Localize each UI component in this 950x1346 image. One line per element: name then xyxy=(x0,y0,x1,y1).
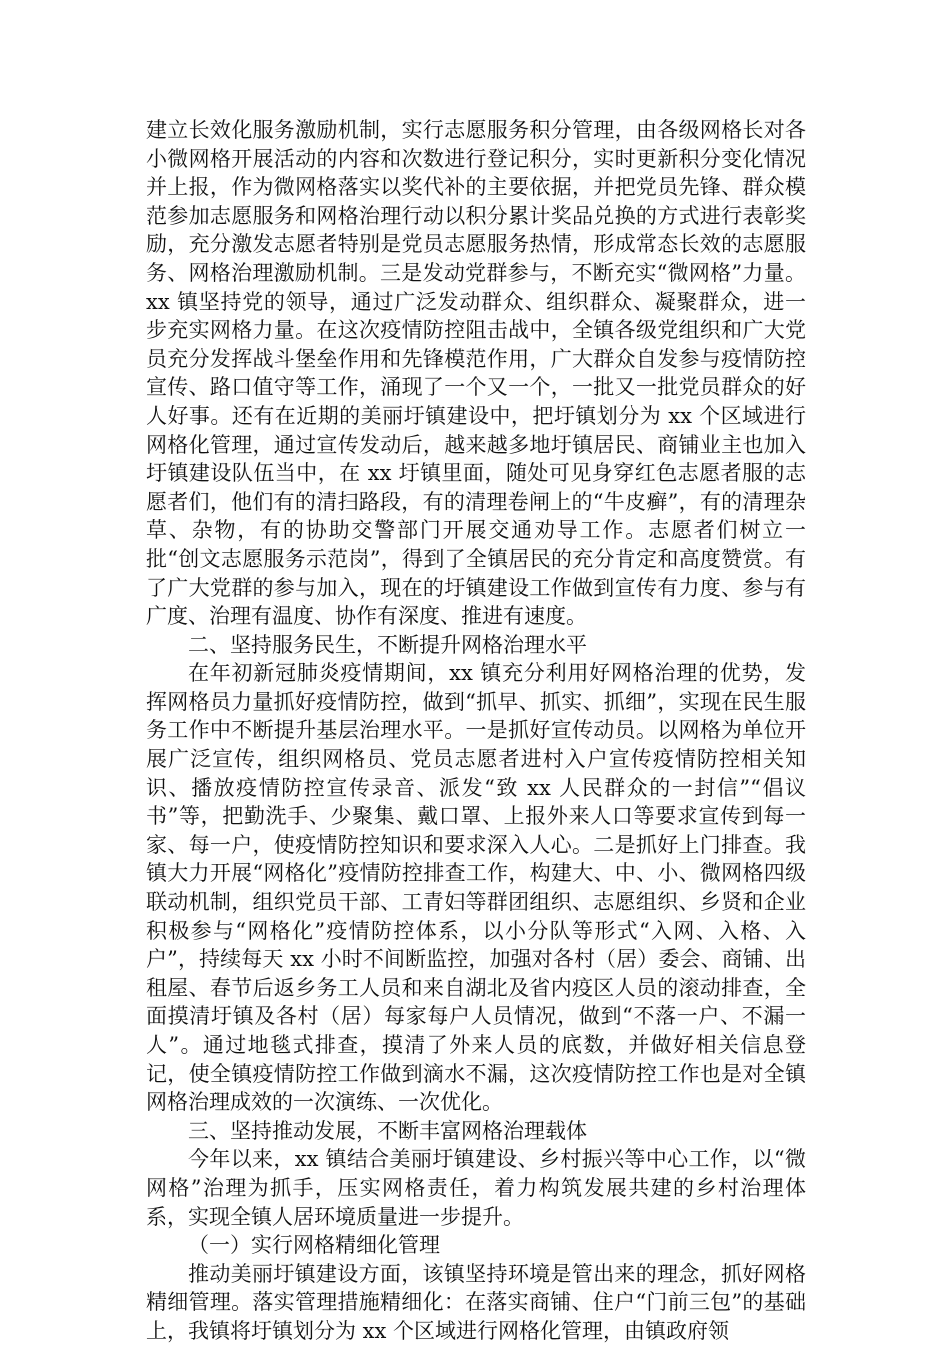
paragraph-epidemic-control: 在年初新冠肺炎疫情期间，xx 镇充分利用好网格治理的优势，发挥网格员力量抓好疫情防控，做到“抓早、抓实、抓细”，实现在民生服务工作中不断提升基层治理水平。一是抓好宣传动员。以网格为单位开展广泛宣传，组织网格员、党员志愿者进村入户宣传疫情防控相关知识、播放疫情防控宣传录音、派发“致 xx 人民群众的一封信”“倡议书”等，把勤洗手、少聚集、戴口罩、上报外来人口等要求宣传到每一家、每一户，使疫情防控知识和要求深入人心。二是抓好上门排查。我镇大力开展“网格化”疫情防控排查工作，构建大、中、小、微网格四级联动机制，组织党员干部、工青妇等群团组织、志愿组织、乡贤和企业积极参与“网格化”疫情防控体系，以小分队等形式“入网、入格、入户”，持续每天 xx 小时不间断监控，加强对各村（居）委会、商铺、出租屋、春节后返乡务工人员和来自湖北及省内疫区人员的滚动排查，全面摸清圩镇及各村（居）每家每户人员情况，做到“不落一户、不漏一人”。通过地毯式排查，摸清了外来人员的底数，并做好相关信息登记，使全镇疫情防控工作做到滴水不漏，这次疫情防控工作也是对全镇网格治理成效的一次演练、一次优化。 xyxy=(146,661,806,1115)
document-page xyxy=(146,116,806,1346)
section-heading-2: 二、坚持服务民生，不断提升网格治理水平 xyxy=(188,632,587,657)
paragraph-grid-management: 推动美丽圩镇建设方面，该镇坚持环境是管出来的理念，抓好网格精细管理。落实管理措施精细化：在落实商铺、住户“门前三包”的基础上，我镇将圩镇划分为 xx 个区域进行网格化管理，由镇政府领 xyxy=(146,1261,806,1343)
subsection-heading-1: （一）实行网格精细化管理 xyxy=(188,1233,440,1258)
section-heading-3: 三、坚持推动发展，不断丰富网格治理载体 xyxy=(188,1118,587,1143)
paragraph-development: 今年以来，xx 镇结合美丽圩镇建设、乡村振兴等中心工作，以“微网格”治理为抓手，压实网格责任，着力构筑发展共建的乡村治理体系，实现全镇人居环境质量进一步提升。 xyxy=(146,1147,806,1229)
paragraph-volunteer-incentive: 建立长效化服务激励机制，实行志愿服务积分管理，由各级网格长对各小微网格开展活动的内容和次数进行登记积分，实时更新积分变化情况并上报，作为微网格落实以奖代补的主要依据，并把党员先锋、群众模范参加志愿服务和网格治理行动以积分累计奖品兑换的方式进行表彰奖励，充分激发志愿者特别是党员志愿服务热情，形成常态长效的志愿服务、网格治理激励机制。三是发动党群参与，不断充实“微网格”力量。xx 镇坚持党的领导，通过广泛发动群众、组织群众、凝聚群众，进一步充实网格力量。在这次疫情防控阻击战中，全镇各级党组织和广大党员充分发挥战斗堡垒作用和先锋模范作用，广大群众自发参与疫情防控宣传、路口值守等工作，涌现了一个又一个，一批又一批党员群众的好人好事。还有在近期的美丽圩镇建设中，把圩镇划分为 xx 个区域进行网格化管理，通过宣传发动后，越来越多地圩镇居民、商铺业主也加入圩镇建设队伍当中，在 xx 圩镇里面，随处可见身穿红色志愿者服的志愿者们，他们有的清扫路段，有的清理卷闸上的“牛皮癣”，有的清理杂草、杂物，有的协助交警部门开展交通劝导工作。志愿者们树立一批“创文志愿服务示范岗”，得到了全镇居民的充分肯定和高度赞赏。有了广大党群的参与加入，现在的圩镇建设工作做到宣传有力度、参与有广度、治理有温度、协作有深度、推进有速度。 xyxy=(146,118,806,629)
